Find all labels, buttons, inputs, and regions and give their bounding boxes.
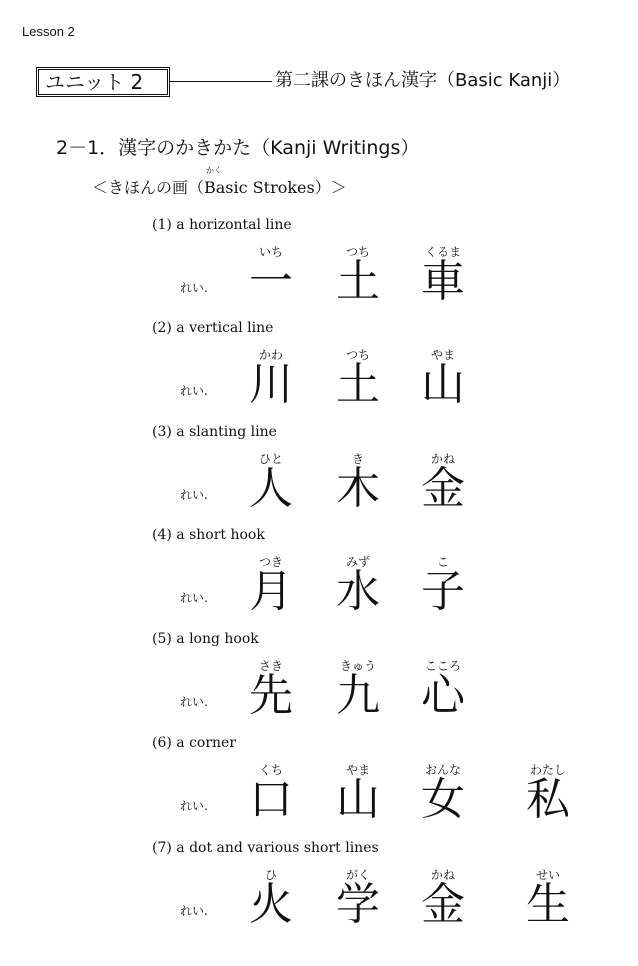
unit-box (36, 67, 170, 97)
example-label: れい. (180, 591, 208, 605)
stroke-category-label: (4) a short hook (152, 527, 265, 543)
kanji-reading: かわ (258, 348, 283, 362)
kanji-reading: やま (345, 763, 370, 777)
kanji-character: 火 (249, 879, 293, 930)
kanji-reading: きゅう (339, 659, 376, 673)
kanji-character: 先 (249, 670, 293, 721)
stroke-category-label: (3) a slanting line (152, 424, 277, 440)
stroke-category-label: (1) a horizontal line (152, 217, 292, 233)
stroke-category-label: (6) a corner (152, 735, 237, 751)
kanji-character: 川 (249, 359, 293, 410)
kanji-character: 口 (249, 774, 293, 825)
kanji-reading: くち (258, 763, 283, 777)
lesson-label: Lesson 2 (22, 24, 75, 39)
example-label: れい. (180, 488, 208, 502)
kanji-reading: こころ (424, 659, 461, 673)
section-title: 2－1．漢字のかきかた（Kanji Writings） (56, 137, 420, 159)
kanji-character: 土 (336, 359, 380, 410)
example-label: れい. (180, 904, 208, 918)
kanji-character: 九 (336, 670, 380, 721)
kanji-reading: つち (345, 348, 370, 362)
kanji-reading: せい (535, 868, 560, 882)
stroke-category-label: (7) a dot and various short lines (152, 840, 379, 856)
kanji-character: 人 (249, 463, 293, 514)
unit-divider-line (170, 81, 272, 82)
stroke-category-label: (5) a long hook (152, 631, 259, 647)
kanji-reading: かね (430, 868, 455, 882)
kanji-reading: がく (345, 868, 370, 882)
kanji-character: 車 (421, 256, 465, 307)
kanji-character: 生 (526, 879, 570, 930)
kanji-character: 山 (336, 774, 380, 825)
kanji-character: 女 (421, 774, 465, 825)
kanji-character: 土 (336, 256, 380, 307)
strokes-ruby: かく (206, 166, 222, 175)
kanji-reading: やま (430, 348, 455, 362)
kanji-reading: いち (258, 245, 283, 259)
kanji-character: 私 (526, 774, 570, 825)
kanji-character: 水 (336, 566, 380, 617)
kanji-reading: こ (436, 555, 449, 569)
example-label: れい. (180, 384, 208, 398)
kanji-reading: ひと (258, 452, 283, 466)
kanji-character: 金 (421, 879, 465, 930)
kanji-character: 月 (249, 566, 293, 617)
kanji-character: 山 (421, 359, 465, 410)
unit-label: ユニット 2 (38, 69, 168, 95)
kanji-reading: つち (345, 245, 370, 259)
example-label: れい. (180, 281, 208, 295)
kanji-reading: ひ (264, 868, 277, 882)
kanji-reading: さき (258, 659, 283, 673)
kanji-character: 一 (249, 256, 293, 307)
stroke-category-label: (2) a vertical line (152, 320, 274, 336)
strokes-subtitle: ＜きほんの画（Basic Strokes）＞ (92, 178, 347, 197)
kanji-character: 金 (421, 463, 465, 514)
example-label: れい. (180, 695, 208, 709)
kanji-reading: おんな (424, 763, 461, 777)
kanji-character: 学 (336, 879, 380, 930)
kanji-reading: わたし (529, 763, 566, 777)
kanji-reading: かね (430, 452, 455, 466)
kanji-character: 心 (421, 670, 465, 721)
unit-title: 第二課のきほん漢字（Basic Kanji） (275, 70, 571, 91)
example-label: れい. (180, 799, 208, 813)
kanji-character: 子 (421, 566, 465, 617)
kanji-reading: つき (258, 555, 283, 569)
kanji-reading: き (351, 452, 364, 466)
kanji-character: 木 (336, 463, 380, 514)
kanji-reading: みず (345, 555, 370, 569)
kanji-reading: くるま (424, 245, 461, 259)
